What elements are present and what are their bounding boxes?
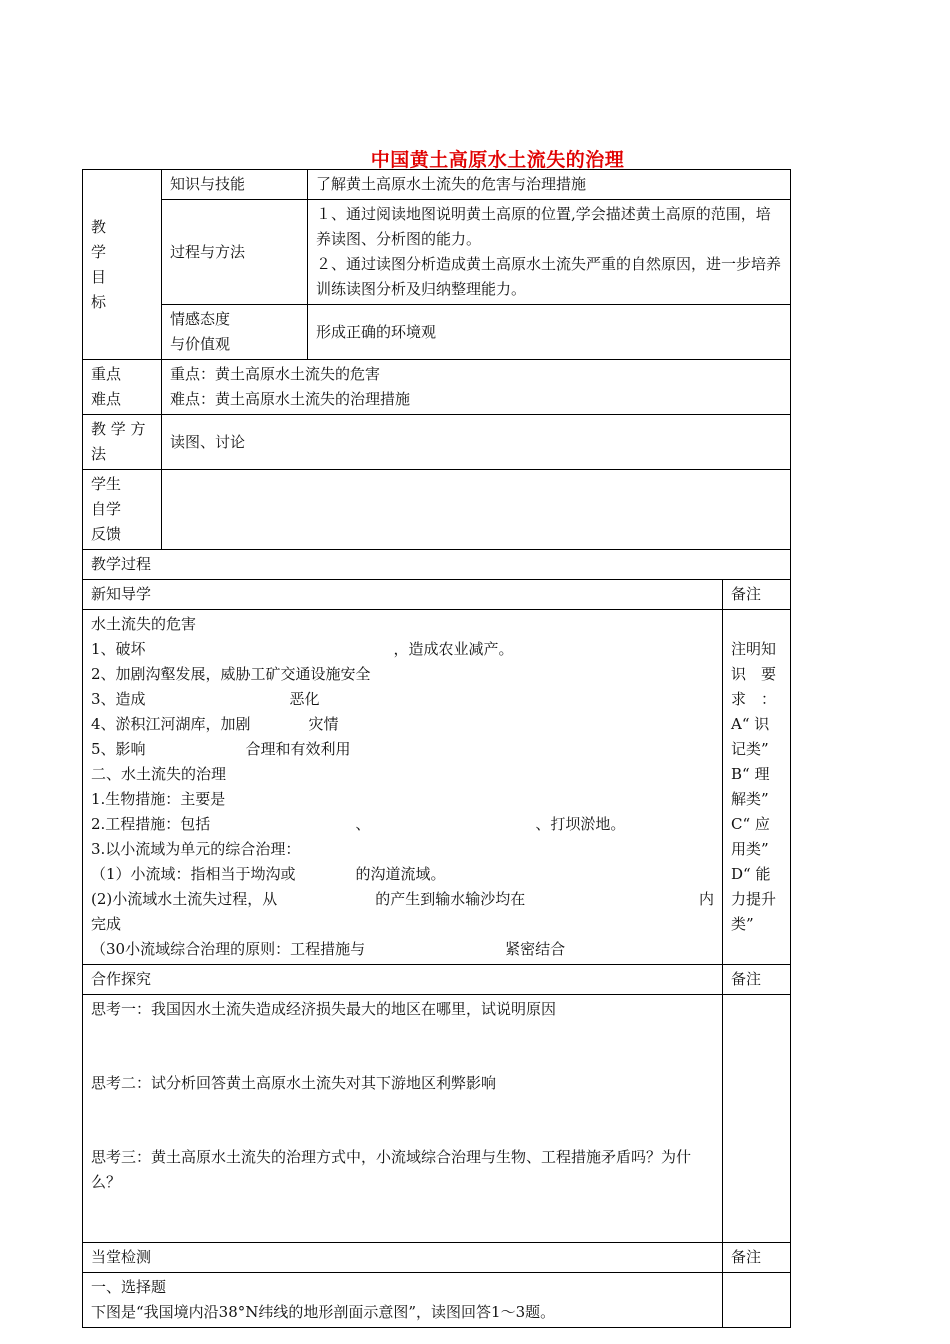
cooperation-body-row (83, 995, 791, 1243)
keypoints-row (83, 360, 791, 415)
cooperation-note (723, 995, 791, 1243)
test-header-row (83, 1243, 791, 1273)
cooperation-content: 思考一：我国因水土流失造成经济损失最大的地区在哪里，试说明原因 思考二：试分析回答黄土高原水土流失对其下游地区利弊影响 思考三：黄土高原水土流失的治理方式中，小流域综合治理与生物、工程措施矛盾吗？为什么？ (83, 995, 723, 1243)
method-row (83, 415, 791, 470)
process-header-row (83, 550, 791, 580)
goal-process-row (83, 200, 791, 305)
new-knowledge-header: 新知导学 (83, 580, 723, 610)
emotion-content: 形成正确的环境观 (308, 305, 791, 360)
test-note (723, 1273, 791, 1328)
keypoints-label: 重点 难点 (83, 360, 162, 415)
feedback-content (162, 470, 791, 550)
emotion-label: 情感态度 与价值观 (162, 305, 308, 360)
cooperation-header: 合作探究 (83, 965, 723, 995)
new-knowledge-header-row (83, 580, 791, 610)
cooperation-note-header: 备注 (723, 965, 791, 995)
method-content: 读图、讨论 (162, 415, 791, 470)
test-header: 当堂检测 (83, 1243, 723, 1273)
feedback-label: 学生 自学 反馈 (83, 470, 162, 550)
process-header: 教学过程 (83, 550, 791, 580)
goal-knowledge-row (83, 170, 791, 200)
cooperation-header-row (83, 965, 791, 995)
lesson-plan-table (82, 169, 791, 1328)
new-knowledge-body-row (83, 610, 791, 965)
process-content: １、通过阅读地图说明黄土高原的位置,学会描述黄土高原的范围，培养读图、分析图的能力。 ２、通过读图分析造成黄土高原水土流失严重的自然原因，进一步培养训练读图分析及归纳整理能力。 (308, 200, 791, 305)
knowledge-content: 了解黄土高原水土流失的危害与治理措施 (308, 170, 791, 200)
feedback-row (83, 470, 791, 550)
method-label: 教 学 方 法 (83, 415, 162, 470)
new-knowledge-note: 注明知 识 要 求 ： A“ 识 记类” B“ 理 解类” C“ 应 用类” D“ 能 力提升 类” (723, 610, 791, 965)
test-body-row (83, 1273, 791, 1328)
process-label: 过程与方法 (162, 200, 308, 305)
keypoints-content: 重点：黄土高原水土流失的危害 难点：黄土高原水土流失的治理措施 (162, 360, 791, 415)
test-note-header: 备注 (723, 1243, 791, 1273)
new-knowledge-content: 水土流失的危害 1、破坏 ，造成农业减产。 2、加剧沟壑发展，威胁工矿交通设施安全 3、造成 恶化 4、淤积江河湖库，加剧 灾情 5、影响 合理和有效利用 二、水土流失的治理 1.生物措施：主要是 2.工程措施：包括 、 、打坝淤地。 3.以小流域为单元的综合治理： （1）小流域：指相当于坳沟或 的沟道流域。 (2)小流域水土流失过程，从 的产生到输水输沙均在 内 完成 （30小流域综合治理的原则：工程措施与 紧密结合 (83, 610, 723, 965)
test-content: 一、选择题 下图是“我国境内沿38°N纬线的地形剖面示意图”，读图回答1～3题。 (83, 1273, 723, 1328)
page-title: 中国黄土高原水土流失的治理 (370, 149, 625, 171)
knowledge-label: 知识与技能 (162, 170, 308, 200)
goals-label: 教 学 目 标 (83, 170, 162, 360)
goal-emotion-row (83, 305, 791, 360)
new-knowledge-note-header: 备注 (723, 580, 791, 610)
